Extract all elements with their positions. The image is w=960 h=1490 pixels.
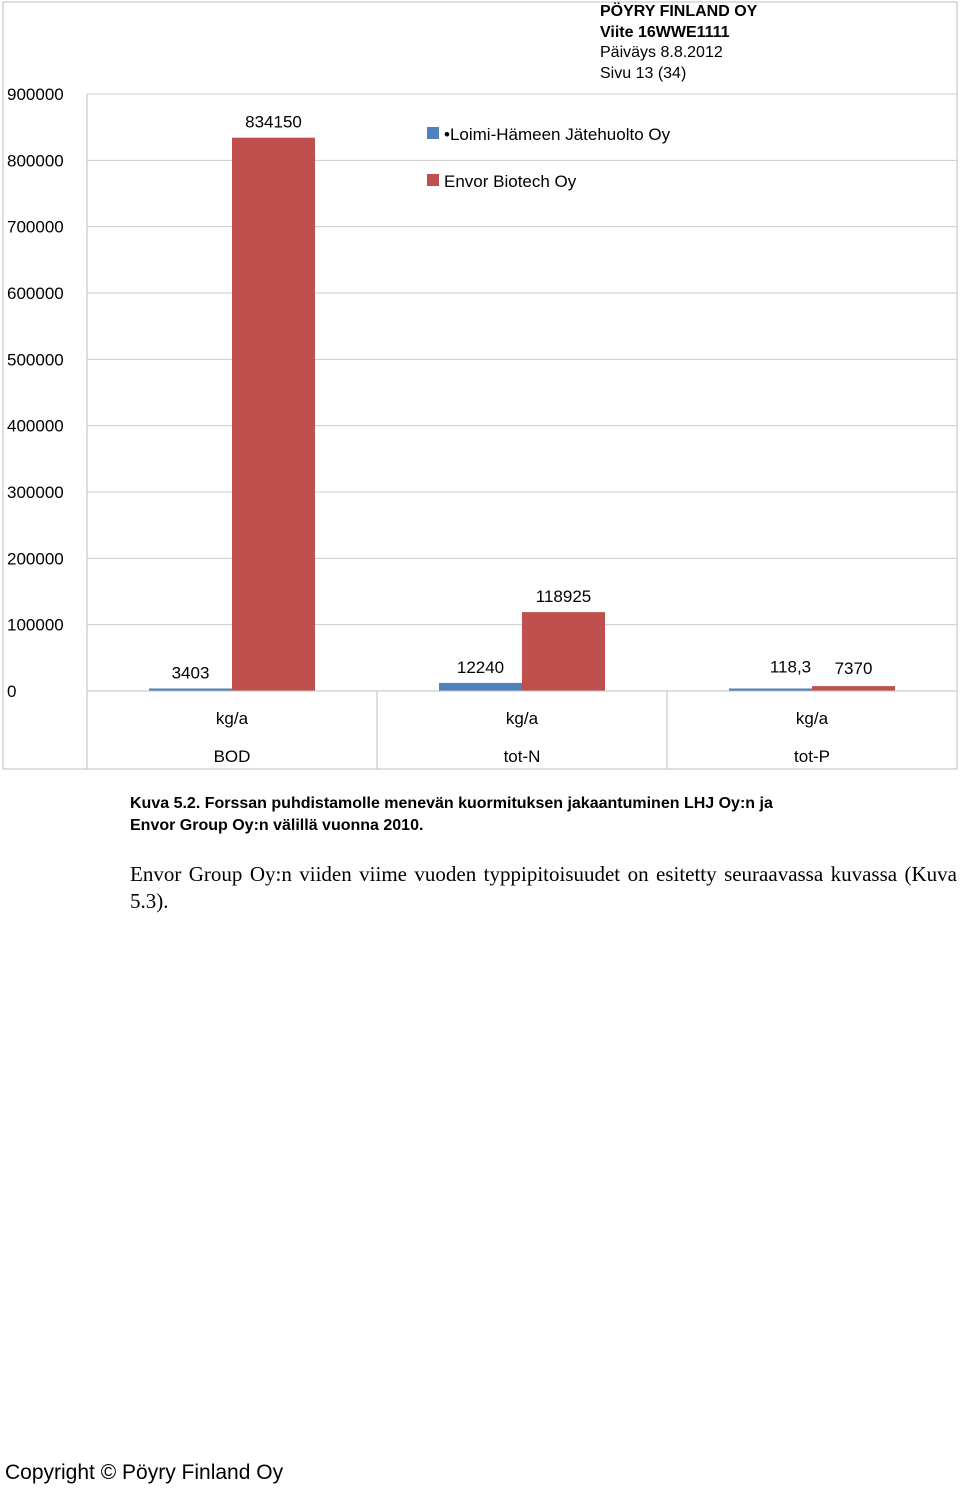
data-label: 118925 — [535, 587, 592, 607]
y-tick-label: 0 — [7, 682, 17, 701]
data-label: 12240 — [456, 657, 505, 677]
y-tick-label: 300000 — [7, 483, 64, 502]
legend-swatch — [427, 127, 439, 139]
y-tick-label: 400000 — [7, 416, 64, 436]
page-number: Sivu 13 (34) — [600, 64, 687, 82]
data-label: 118,3 — [769, 657, 812, 677]
y-tick-label: 900000 — [7, 85, 64, 104]
company-name: PÖYRY FINLAND OY — [600, 3, 758, 20]
document-date: Päiväys 8.8.2012 — [600, 44, 723, 61]
y-tick-label: 600000 — [7, 284, 64, 303]
legend-label: Envor Biotech Oy — [444, 172, 577, 191]
copyright-footer: Copyright © Pöyry Finland Oy — [5, 1461, 284, 1484]
chart-frame — [3, 2, 957, 769]
body-paragraph: Envor Group Oy:n viiden viime vuoden typpipitoisuudet on esitetty seuraavassa kuvassa (Kuva 5.3). — [130, 862, 957, 913]
x-unit-label: kg/a — [795, 709, 829, 728]
x-unit-label: kg/a — [505, 709, 539, 728]
y-tick-label: 500000 — [7, 350, 64, 370]
x-category-label: tot-P — [794, 747, 830, 766]
data-label: 834150 — [245, 112, 302, 132]
x-unit-label: kg/a — [215, 709, 249, 728]
y-tick-label: 700000 — [7, 217, 64, 237]
legend-label: •Loimi-Hämeen Jätehuolto Oy — [444, 125, 671, 144]
figure-caption — [130, 793, 930, 837]
bar-loimi-hameen-tot-n — [439, 683, 522, 691]
bar-envor-tot-p — [812, 686, 895, 691]
caption-line-2: Envor Group Oy:n välillä vuonna 2010. — [130, 817, 424, 834]
caption-line-1: Kuva 5.2. Forssan puhdistamolle menevän kuormituksen jakaantuminen LHJ Oy:n ja — [130, 795, 773, 812]
y-tick-label: 800000 — [7, 151, 64, 171]
y-tick-label: 200000 — [7, 549, 64, 569]
y-tick-label: 100000 — [7, 615, 64, 635]
legend-swatch — [427, 174, 439, 186]
data-label: 3403 — [171, 663, 210, 683]
data-label: 7370 — [834, 659, 873, 679]
bar-envor-tot-n — [522, 612, 605, 691]
reference-number: Viite 16WWE1111 — [600, 23, 730, 41]
x-category-label: tot-N — [503, 747, 541, 766]
bar-envor-bod — [232, 138, 315, 691]
x-category-label: BOD — [213, 747, 251, 766]
document-header — [600, 2, 757, 84]
